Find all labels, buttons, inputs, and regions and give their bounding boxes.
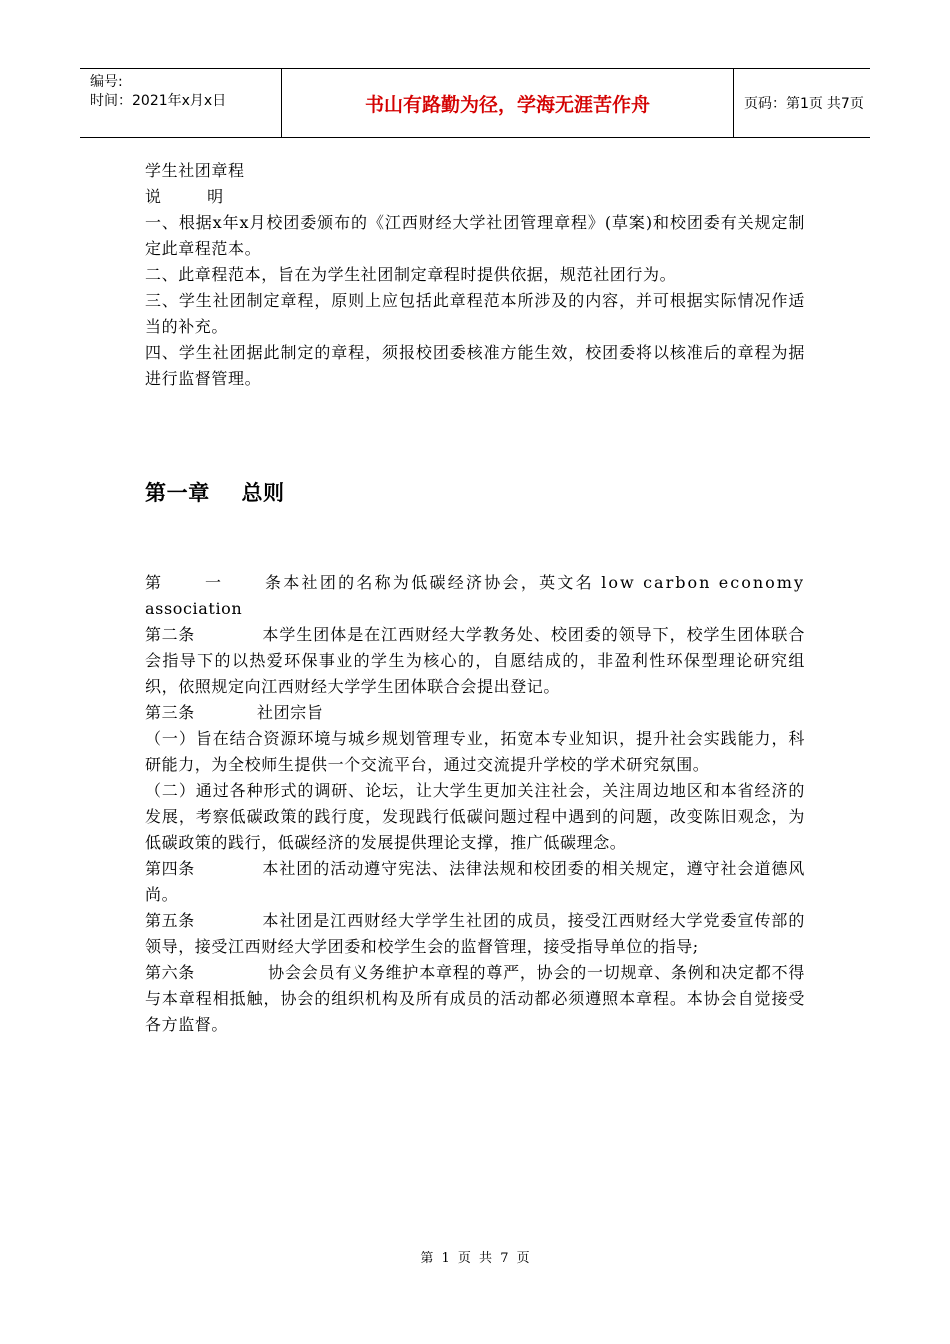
article-1 xyxy=(145,570,805,622)
header-page-total: 共7页 xyxy=(826,96,864,112)
explanation-item-2: 二、此章程范本，旨在为学生社团制定章程时提供依据，规范社团行为。 xyxy=(145,265,677,284)
document-date-label: 时间：2021年x月x日 xyxy=(90,93,227,109)
article-6-label: 第六条 xyxy=(145,963,195,982)
page-footer: 第 1 页 共 7 页 xyxy=(420,1251,530,1266)
article-2-label: 第二条 xyxy=(145,625,195,644)
article-4-text: 本社团的活动遵守宪法、法律法规和校团委的相关规定，遵守社会道德风尚。 xyxy=(145,859,805,904)
article-4 xyxy=(145,856,805,908)
document-body xyxy=(145,158,805,1038)
article-1-first-line xyxy=(145,570,805,596)
header-motto: 书山有路勤为径，学海无涯苦作舟 xyxy=(282,69,734,137)
header-meta xyxy=(80,69,282,137)
article-6-text: 协会会员有义务维护本章程的尊严，协会的一切规章、条例和决定都不得与本章程相抵触，协会的组织机构及所有成员的活动都必须遵照本章程。本协会自觉接受各方监督。 xyxy=(145,963,805,1034)
article-5-label: 第五条 xyxy=(145,911,195,930)
article-1-label: 第一条 xyxy=(145,573,283,592)
document-number-label: 编号: xyxy=(90,74,123,90)
explanation-heading: 说 明 xyxy=(145,187,224,206)
article-2-text: 本学生团体是在江西财经大学教务处、校团委的领导下，校学生团体联合会指导下的以热爱环保事业的学生为核心的，自愿结成的，非盈利性环保型理论研究组织，依照规定向江西财经大学学生团体联合会提出登记。 xyxy=(145,625,805,696)
article-3-clause-1: （一）旨在结合资源环境与城乡规划管理专业，拓宽本专业知识，提升社会实践能力，科研能力，为全校师生提供一个交流平台，通过交流提升学校的学术研究氛围。 xyxy=(145,729,805,774)
document-title: 学生社团章程 xyxy=(145,161,245,180)
page-header xyxy=(80,68,870,138)
article-1-text: 本社团的名称为低碳经济协会，英文名 low carbon economy xyxy=(283,573,805,592)
article-3-clause-2: （二）通过各种形式的调研、论坛，让大学生更加关注社会，关注周边地区和本省经济的发展，考察低碳政策的践行度，发现践行低碳问题过程中遇到的问题，改变陈旧观念，为低碳政策的践行，低碳经济的发展提供理论支撑，推广低碳理念。 xyxy=(145,781,805,852)
article-3-label: 第三条 xyxy=(145,703,195,722)
article-1-continuation: association xyxy=(145,599,243,618)
article-6 xyxy=(145,960,805,1038)
chapter-heading: 第一章 总则 xyxy=(145,481,285,505)
explanation-item-1: 一、根据x年x月校团委颁布的《江西财经大学社团管理章程》(草案)和校团委有关规定制定此章程范本。 xyxy=(145,213,805,258)
header-page-number: 页码：第1页 xyxy=(744,96,823,112)
article-3 xyxy=(145,700,805,726)
article-5 xyxy=(145,908,805,960)
article-4-label: 第四条 xyxy=(145,859,195,878)
article-3-text: 社团宗旨 xyxy=(257,703,324,722)
header-page-info xyxy=(734,69,870,137)
article-2 xyxy=(145,622,805,700)
explanation-item-4: 四、学生社团据此制定的章程，须报校团委核准方能生效，校团委将以核准后的章程为据进行监督管理。 xyxy=(145,343,805,388)
explanation-item-3: 三、学生社团制定章程，原则上应包括此章程范本所涉及的内容，并可根据实际情况作适当的补充。 xyxy=(145,291,805,336)
article-5-text: 本社团是江西财经大学学生社团的成员，接受江西财经大学党委宣传部的领导，接受江西财经大学团委和校学生会的监督管理，接受指导单位的指导; xyxy=(145,911,805,956)
